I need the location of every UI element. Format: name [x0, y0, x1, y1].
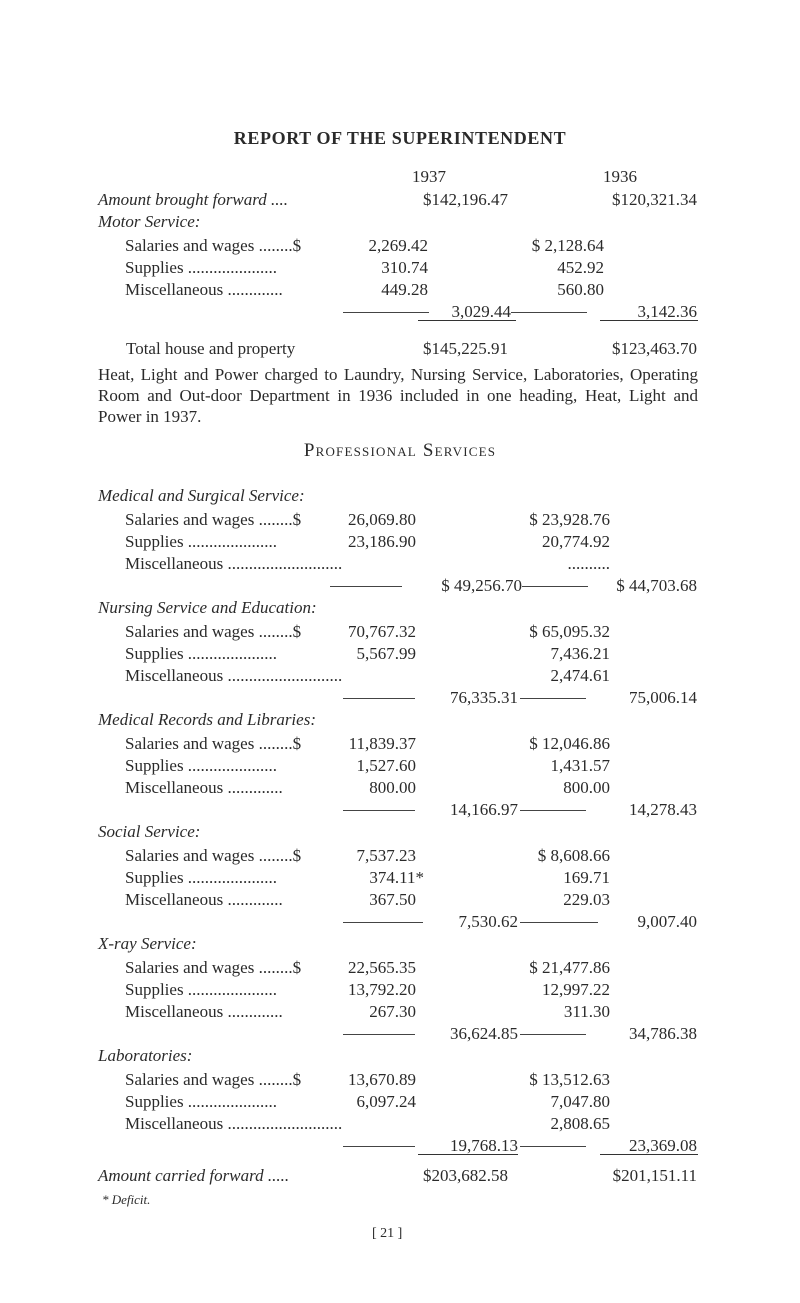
row-label: Supplies ..................... — [125, 980, 278, 999]
row-label: Miscellaneous ........................... — [125, 554, 343, 573]
dash-line — [522, 586, 588, 587]
row-value-1937: 13,792.20 — [348, 980, 416, 999]
group-total-1937: 36,624.85 — [450, 1024, 518, 1043]
motor-supplies-label: Supplies ..................... — [125, 258, 278, 277]
group-heading-xray: X-ray Service: — [98, 934, 197, 953]
dash-line — [520, 922, 598, 923]
group-total-1937: $ 49,256.70 — [441, 576, 522, 595]
row-value-1936: $ 13,512.63 — [529, 1070, 610, 1089]
dash-line — [343, 312, 429, 313]
row-value-1936: 12,997.22 — [542, 980, 610, 999]
total-rule — [418, 1154, 518, 1155]
row-label: Miscellaneous ............. — [125, 1002, 283, 1021]
footnote: * Deficit. — [102, 1192, 151, 1207]
group-total-1936: $ 44,703.68 — [616, 576, 697, 595]
dash-line — [520, 698, 586, 699]
page-title: REPORT OF THE SUPERINTENDENT — [233, 128, 567, 148]
row-value-1937: 800.00 — [369, 778, 416, 797]
page-number: [ 21 ] — [372, 1226, 403, 1241]
row-label: Salaries and wages ........$ — [125, 510, 302, 529]
row-label: Salaries and wages ........$ — [125, 1070, 302, 1089]
row-value-1937: 70,767.32 — [348, 622, 416, 641]
group-total-1937: 7,530.62 — [458, 912, 518, 931]
row-value-1937: 22,565.35 — [348, 958, 416, 977]
row-value-1937: 374.11* — [369, 868, 424, 887]
note-paragraph: Heat, Light and Power charged to Laundry, Nursing Service, Laboratories, Operating Room and Out-door Department in 1936 included in one heading, Heat, Light and Power in 1937. — [98, 365, 698, 426]
group-total-1937: 14,166.97 — [450, 800, 518, 819]
motor-salaries-1937: 2,269.42 — [368, 236, 428, 255]
dash-line — [343, 1034, 415, 1035]
group-total-1936: 14,278.43 — [629, 800, 697, 819]
row-label: Salaries and wages ........$ — [125, 734, 302, 753]
row-label: Supplies ..................... — [125, 868, 278, 887]
row-value-1936: 7,047.80 — [550, 1092, 610, 1111]
motor-misc-1936: 560.80 — [557, 280, 604, 299]
group-total-1937: 76,335.31 — [450, 688, 518, 707]
row-value-1937: 23,186.90 — [348, 532, 416, 551]
dash-line — [330, 586, 402, 587]
motor-supplies-1936: 452.92 — [557, 258, 604, 277]
motor-misc-label: Miscellaneous ............. — [125, 280, 283, 299]
dash-line — [343, 1146, 415, 1147]
dash-line — [343, 810, 415, 811]
total-rule — [418, 320, 516, 321]
group-total-1937: 19,768.13 — [450, 1136, 518, 1155]
group-total-1936: 34,786.38 — [629, 1024, 697, 1043]
row-label: Supplies ..................... — [125, 1092, 278, 1111]
motor-total-1937: 3,029.44 — [451, 302, 511, 321]
row-value-1937: 13,670.89 — [348, 1070, 416, 1089]
row-value-1936: 229.03 — [563, 890, 610, 909]
row-label: Miscellaneous ........................... — [125, 666, 343, 685]
motor-total-1936: 3,142.36 — [637, 302, 697, 321]
row-label: Miscellaneous ............. — [125, 778, 283, 797]
motor-supplies-1937: 310.74 — [381, 258, 428, 277]
total-house-1937: $145,225.91 — [423, 339, 508, 358]
row-value-1937: 267.30 — [369, 1002, 416, 1021]
year-header-1936: 1936 — [603, 167, 637, 186]
row-label: Supplies ..................... — [125, 532, 278, 551]
motor-salaries-label: Salaries and wages ........$ — [125, 236, 302, 255]
section-title: Professional Services — [303, 440, 497, 461]
motor-misc-1937: 449.28 — [381, 280, 428, 299]
row-value-1936: 311.30 — [563, 1002, 610, 1021]
row-value-1936: $ 23,928.76 — [529, 510, 610, 529]
row-value-1937: 11,839.37 — [348, 734, 416, 753]
row-label: Salaries and wages ........$ — [125, 846, 302, 865]
group-heading-nursing: Nursing Service and Education: — [98, 598, 317, 617]
row-label: Supplies ..................... — [125, 756, 278, 775]
total-house-label: Total house and property — [126, 339, 296, 358]
amount-brought-forward-1936: $120,321.34 — [612, 190, 697, 209]
amount-brought-forward-label: Amount brought forward .... — [98, 190, 289, 209]
row-value-1936: 7,436.21 — [550, 644, 610, 663]
amount-carried-forward-1936: $201,151.11 — [612, 1166, 697, 1185]
row-value-1937: 1,527.60 — [356, 756, 416, 775]
row-value-1937: 6,097.24 — [356, 1092, 416, 1111]
motor-salaries-1936: $ 2,128.64 — [531, 236, 604, 255]
row-label: Miscellaneous ........................... — [125, 1114, 343, 1133]
row-label: Salaries and wages ........$ — [125, 958, 302, 977]
group-heading-medical-surgical: Medical and Surgical Service: — [98, 486, 305, 505]
total-house-1936: $123,463.70 — [612, 339, 697, 358]
row-value-1936: 2,808.65 — [550, 1114, 610, 1133]
row-label: Supplies ..................... — [125, 644, 278, 663]
group-heading-records: Medical Records and Libraries: — [98, 710, 316, 729]
dash-line — [343, 922, 423, 923]
row-value-1937: 7,537.23 — [356, 846, 416, 865]
row-value-1936: $ 12,046.86 — [529, 734, 610, 753]
group-heading-social: Social Service: — [98, 822, 201, 841]
dash-line — [520, 1146, 586, 1147]
row-value-1936: 2,474.61 — [550, 666, 610, 685]
amount-carried-forward-1937: $203,682.58 — [423, 1166, 508, 1185]
total-rule — [600, 320, 698, 321]
total-rule — [600, 1154, 698, 1155]
row-label: Miscellaneous ............. — [125, 890, 283, 909]
dash-line — [520, 810, 586, 811]
row-label: Salaries and wages ........$ — [125, 622, 302, 641]
row-value-1937: 5,567.99 — [356, 644, 416, 663]
row-value-1937: 26,069.80 — [348, 510, 416, 529]
amount-brought-forward-1937: $142,196.47 — [423, 190, 508, 209]
group-total-1936: 23,369.08 — [629, 1136, 697, 1155]
amount-carried-forward-label: Amount carried forward ..... — [98, 1166, 290, 1185]
group-total-1936: 9,007.40 — [637, 912, 697, 931]
row-value-1936: $ 8,608.66 — [537, 846, 610, 865]
motor-service-heading: Motor Service: — [98, 212, 201, 231]
dash-line — [520, 1034, 586, 1035]
group-total-1936: 75,006.14 — [629, 688, 697, 707]
row-value-1936: .......... — [567, 554, 610, 573]
year-header-1937: 1937 — [412, 167, 446, 186]
row-value-1936: $ 65,095.32 — [529, 622, 610, 641]
group-heading-laboratories: Laboratories: — [98, 1046, 193, 1065]
row-value-1936: 1,431.57 — [550, 756, 610, 775]
row-value-1936: 800.00 — [563, 778, 610, 797]
dash-line — [511, 312, 587, 313]
row-value-1936: $ 21,477.86 — [529, 958, 610, 977]
row-value-1937: 367.50 — [369, 890, 416, 909]
row-value-1936: 169.71 — [563, 868, 610, 887]
row-value-1936: 20,774.92 — [542, 532, 610, 551]
dash-line — [343, 698, 415, 699]
